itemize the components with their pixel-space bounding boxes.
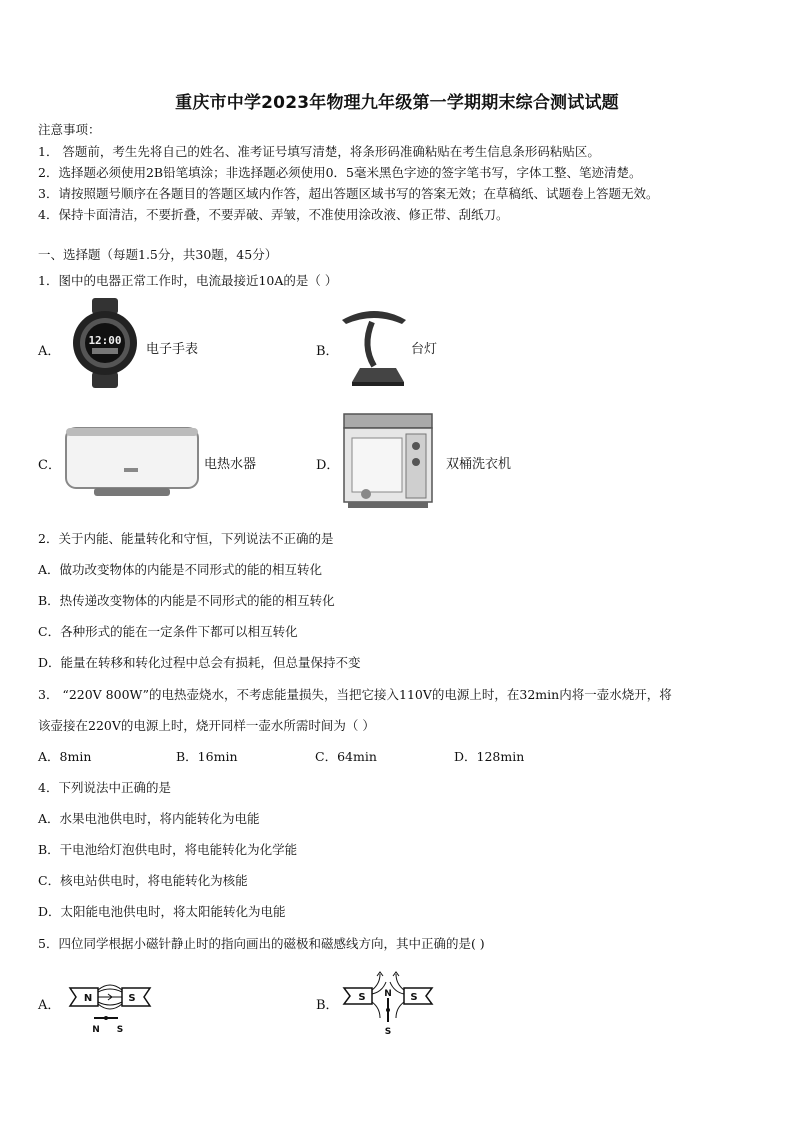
q5-b-left-pole: S: [358, 992, 366, 1003]
q1-option-b-letter: B．: [316, 344, 339, 359]
desk-lamp-image: [338, 306, 410, 392]
q4-option-d: D．太阳能电池供电时，将太阳能转化为电能: [38, 904, 286, 919]
q2-stem: 2．关于内能、能量转化和守恒，下列说法不正确的是: [38, 531, 334, 546]
q5-a-left-pole: N: [83, 993, 93, 1004]
q4-stem: 4．下列说法中正确的是: [38, 780, 171, 795]
notice-item-2: 2．选择题必须使用2B铅笔填涂；非选择题必须使用0．5毫米黑色字迹的签字笔书写，字体工整、笔迹清楚。: [38, 165, 642, 180]
q1-option-b-caption: 台灯: [411, 342, 438, 357]
q5-b-needle-top: N: [384, 989, 392, 999]
q5-option-b-letter: B．: [316, 998, 339, 1013]
q5-option-a-letter: A．: [38, 998, 61, 1013]
notice-heading: 注意事项：: [38, 122, 101, 137]
q3-option-d: D．128min: [454, 749, 525, 764]
q1-option-c-letter: C．: [38, 458, 61, 473]
q1-option-d-caption: 双桶洗衣机: [446, 457, 512, 472]
q1-option-c-caption: 电热水器: [204, 457, 257, 472]
q5-option-b-diagram: [342, 968, 434, 1036]
electronic-watch-image: [70, 298, 140, 392]
page-title: 重庆市中学2023年物理九年级第一学期期末综合测试试题: [175, 93, 619, 113]
q3-stem-line2: 该壶接在220V的电源上时，烧开同样一壶水所需时间为（ ）: [38, 718, 375, 733]
q4-option-c: C．核电站供电时，将电能转化为核能: [38, 873, 248, 888]
section-heading: 一、选择题（每题1.5分，共30题，45分）: [38, 247, 278, 262]
notice-item-3: 3．请按照题号顺序在各题目的答题区域内作答，超出答题区域书写的答案无效；在草稿纸、试题卷上答题无效。: [38, 186, 659, 201]
q3-option-b: B．16min: [176, 749, 238, 764]
watch-display: 12:00: [88, 334, 122, 347]
q3-stem-line1: 3． “220V 800W”的电热壶烧水，不考虑能量损失，当把它接入110V的电源上时，在32min内将一壶水烧开，将: [38, 687, 672, 702]
q3-option-a: A．8min: [38, 749, 92, 764]
q5-stem: 5．四位同学根据小磁针静止时的指向画出的磁极和磁感线方向，其中正确的是( ): [38, 936, 485, 951]
twin-tub-washing-machine-image: [340, 412, 438, 516]
q4-option-a: A．水果电池供电时，将内能转化为电能: [38, 811, 260, 826]
q5-a-needle-right: S: [116, 1025, 124, 1034]
q1-option-d-letter: D．: [316, 458, 340, 473]
q1-option-a-caption: 电子手表: [146, 342, 199, 357]
q5-option-a-diagram: [68, 972, 152, 1034]
q1-option-a-letter: A．: [38, 344, 61, 359]
notice-item-4: 4．保持卡面清洁，不要折叠，不要弄破、弄皱，不准使用涂改液、修正带、刮纸刀。: [38, 207, 509, 222]
q2-option-a: A．做功改变物体的内能是不同形式的能的相互转化: [38, 562, 323, 577]
q2-option-c: C．各种形式的能在一定条件下都可以相互转化: [38, 624, 298, 639]
q2-option-d: D．能量在转移和转化过程中总会有损耗，但总量保持不变: [38, 655, 361, 670]
electric-water-heater-image: [64, 426, 200, 502]
q2-option-b: B．热传递改变物体的内能是不同形式的能的相互转化: [38, 593, 335, 608]
q3-option-c: C．64min: [315, 749, 377, 764]
notice-item-1: 1． 答题前，考生先将自己的姓名、准考证号填写清楚，将条形码准确粘贴在考生信息条形码粘贴区。: [38, 144, 600, 159]
q5-b-right-pole: S: [410, 992, 418, 1003]
q4-option-b: B．干电池给灯泡供电时，将电能转化为化学能: [38, 842, 298, 857]
q5-a-right-pole: S: [128, 993, 136, 1004]
q1-stem: 1．图中的电器正常工作时，电流最接近10A的是（ ）: [38, 273, 338, 288]
q5-a-needle-left: N: [92, 1025, 100, 1034]
q5-b-needle-bottom: S: [384, 1027, 392, 1036]
